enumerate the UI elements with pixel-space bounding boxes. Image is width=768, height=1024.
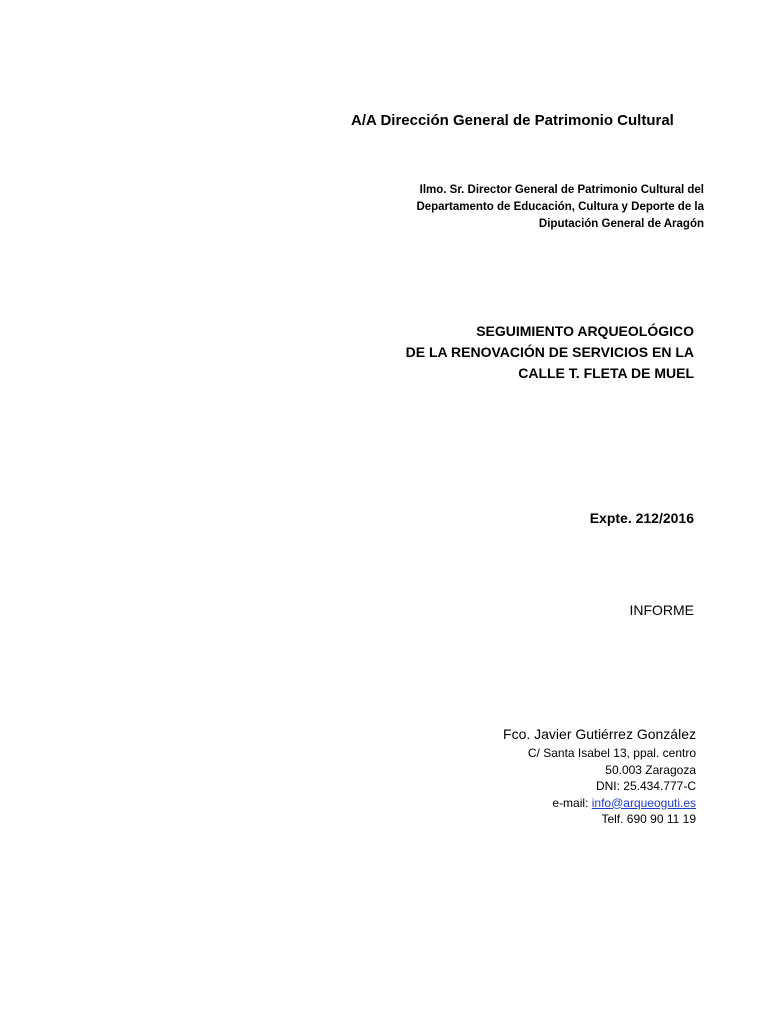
author-dni: DNI: 25.434.777-C [595,779,696,793]
recipient-line: Departamento de Educación, Cultura y Deporte de la [416,201,704,213]
author-phone: Telf. 690 90 11 19 [601,812,696,826]
email-link[interactable]: info@arqueoguti.es [591,795,696,810]
file-number: Expte. 212/2016 [589,510,694,526]
email-label: e-mail: [552,795,589,810]
author-address: C/ Santa Isabel 13, ppal. centro [527,746,696,760]
title-line: SEGUIMIENTO ARQUEOLÓGICO [476,323,694,339]
recipient-block [416,182,704,233]
addressee-heading: A/A Dirección General de Patrimonio Cultural [351,112,674,129]
author-city: 50.003 Zaragoza [605,762,696,777]
recipient-line: Ilmo. Sr. Director General de Patrimonio Cultural del [419,184,704,196]
document-type: INFORME [629,602,694,618]
title-line: CALLE T. FLETA DE MUEL [518,365,694,381]
title-line: DE LA RENOVACIÓN DE SERVICIOS EN LA [405,344,694,360]
author-name: Fco. Javier Gutiérrez González [503,726,696,742]
author-email-row [528,795,696,812]
document-title [406,321,694,384]
recipient-line: Diputación General de Aragón [538,218,704,230]
author-contact-block [528,745,696,828]
